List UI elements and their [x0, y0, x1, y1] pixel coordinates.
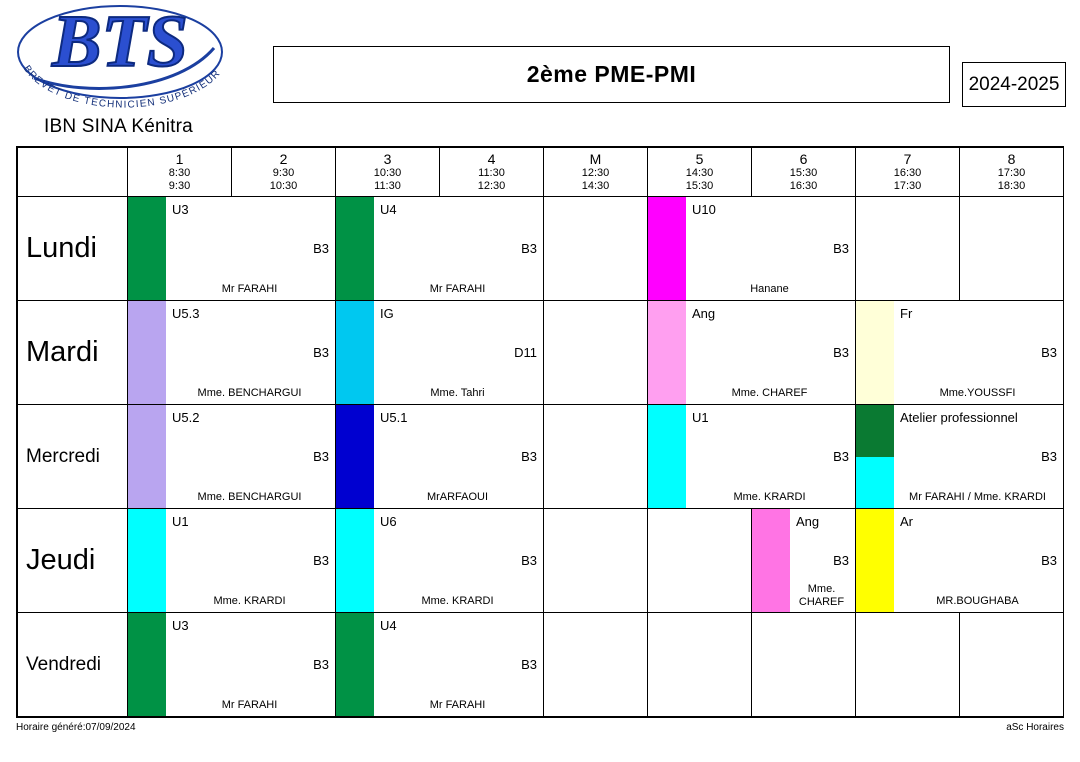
- empty-cell: [856, 613, 960, 717]
- lesson-cell[interactable]: [648, 301, 856, 405]
- lesson-room: B3: [521, 449, 537, 464]
- lesson-code: U3: [172, 202, 189, 217]
- timetable-row-lundi: [18, 197, 1064, 301]
- period-end: 14:30: [581, 180, 610, 192]
- lesson-teacher: Mr FARAHI: [429, 283, 486, 295]
- lesson-teacher: Mme. KRARDI: [421, 595, 494, 607]
- lesson-color-stripe: [648, 197, 686, 300]
- class-title-box: [273, 46, 950, 103]
- corner-cell: [18, 148, 128, 197]
- school-name: IBN SINA Kénitra: [44, 116, 193, 137]
- lesson-color-stripe: [336, 405, 374, 508]
- lesson-teacher: Mme. BENCHARGUI: [197, 491, 302, 503]
- period-start: 14:30: [685, 167, 714, 179]
- lesson-teacher: Mr FARAHI: [221, 283, 278, 295]
- lesson-cell[interactable]: [336, 301, 544, 405]
- period-number: 3: [383, 151, 392, 167]
- day-label-mercredi: Mercredi: [18, 405, 128, 509]
- lesson-code: U4: [380, 618, 397, 633]
- lunch-cell: [544, 405, 648, 509]
- lesson-room: D11: [514, 345, 537, 360]
- empty-cell: [752, 613, 856, 717]
- lesson-cell[interactable]: [336, 197, 544, 301]
- lesson-cell[interactable]: [856, 301, 1064, 405]
- lesson-teacher: Mr FARAHI: [221, 699, 278, 711]
- lunch-cell: [544, 509, 648, 613]
- generated-date: Horaire généré:07/09/2024: [16, 722, 136, 733]
- period-number: 8: [1007, 151, 1016, 167]
- lesson-color-stripe: [128, 613, 166, 716]
- lesson-room: B3: [1041, 345, 1057, 360]
- day-label-mardi: Mardi: [18, 301, 128, 405]
- lesson-color-stripe: [336, 301, 374, 404]
- period-number: 4: [487, 151, 496, 167]
- lesson-teacher: MR.BOUGHABA: [936, 595, 1019, 607]
- lesson-room: B3: [833, 449, 849, 464]
- lesson-teacher: Mme.YOUSSFI: [939, 387, 1016, 399]
- period-start: 9:30: [272, 167, 295, 179]
- lesson-cell[interactable]: [128, 197, 336, 301]
- lesson-code: Fr: [900, 306, 913, 321]
- lesson-code: IG: [380, 306, 394, 321]
- lesson-cell[interactable]: [128, 301, 336, 405]
- svg-text:BREVET DE TECHNICIEN SUPÉRIEUR: BREVET DE TECHNICIEN SUPÉRIEUR: [20, 63, 224, 111]
- lesson-cell[interactable]: [856, 405, 1064, 509]
- period-number: 2: [279, 151, 288, 167]
- period-number: 1: [175, 151, 184, 167]
- lesson-color-stripe: [856, 405, 894, 457]
- period-end: 18:30: [997, 180, 1026, 192]
- period-header-6: [752, 148, 856, 197]
- lesson-code: Ang: [692, 306, 716, 321]
- timetable: [16, 146, 1064, 718]
- lesson-code: U5.2: [172, 410, 200, 425]
- lesson-teacher: Mme. KRARDI: [213, 595, 286, 607]
- day-label-vendredi: Vendredi: [18, 613, 128, 717]
- lesson-code: U3: [172, 618, 189, 633]
- lesson-color-stripe-secondary: [856, 457, 894, 509]
- lesson-color-stripe: [336, 613, 374, 716]
- period-start: 11:30: [478, 167, 505, 179]
- period-number: 6: [799, 151, 808, 167]
- lesson-teacher: Mme. CHAREF: [798, 583, 845, 608]
- lesson-cell[interactable]: [648, 197, 856, 301]
- page-title: 2ème PME-PMI: [526, 61, 697, 87]
- lesson-code: Ar: [900, 514, 913, 529]
- lesson-room: B3: [833, 241, 849, 256]
- page-footer: [16, 722, 1064, 733]
- timetable-row-mercredi: [18, 405, 1064, 509]
- empty-cell: [960, 613, 1064, 717]
- period-end: 10:30: [269, 180, 298, 192]
- lesson-color-stripe: [336, 197, 374, 300]
- page-header: [0, 0, 1080, 140]
- lesson-cell[interactable]: [128, 613, 336, 717]
- period-header-m: [544, 148, 648, 197]
- lesson-code: U4: [380, 202, 397, 217]
- lesson-room: B3: [1041, 553, 1057, 568]
- lesson-color-stripe: [128, 301, 166, 404]
- period-header-3: [336, 148, 440, 197]
- lesson-cell[interactable]: [336, 405, 544, 509]
- timetable-table: [17, 147, 1064, 717]
- empty-cell: [648, 613, 752, 717]
- period-start: 16:30: [893, 167, 922, 179]
- lesson-cell[interactable]: [336, 613, 544, 717]
- lesson-code: U1: [172, 514, 189, 529]
- lesson-room: B3: [833, 345, 849, 360]
- lesson-color-stripe: [752, 509, 790, 612]
- lunch-cell: [544, 613, 648, 717]
- period-number: 5: [695, 151, 704, 167]
- lesson-room: B3: [833, 553, 849, 568]
- lesson-room: B3: [1041, 449, 1057, 464]
- lesson-cell[interactable]: [752, 509, 856, 613]
- lesson-cell[interactable]: [856, 509, 1064, 613]
- lesson-teacher: MrARFAOUI: [426, 491, 489, 503]
- lesson-room: B3: [521, 657, 537, 672]
- lesson-room: B3: [521, 553, 537, 568]
- lesson-color-stripe: [128, 405, 166, 508]
- timetable-row-vendredi: [18, 613, 1064, 717]
- timetable-header-row: [18, 148, 1064, 197]
- period-header-4: [440, 148, 544, 197]
- lesson-cell[interactable]: [128, 509, 336, 613]
- period-number: 7: [903, 151, 912, 167]
- period-end: 16:30: [789, 180, 818, 192]
- day-label-lundi: Lundi: [18, 197, 128, 301]
- lesson-room: B3: [313, 241, 329, 256]
- lesson-color-stripe: [336, 509, 374, 612]
- period-start: 10:30: [373, 167, 402, 179]
- lesson-room: B3: [313, 553, 329, 568]
- period-start: 8:30: [168, 167, 191, 179]
- lesson-code: U5.1: [380, 410, 408, 425]
- lesson-color-stripe: [856, 509, 894, 612]
- lunch-cell: [544, 301, 648, 405]
- lesson-code: U5.3: [172, 306, 200, 321]
- school-year-box: [962, 62, 1066, 107]
- lesson-teacher: Mme. BENCHARGUI: [197, 387, 302, 399]
- period-start: 17:30: [997, 167, 1026, 179]
- lesson-teacher: Mr FARAHI: [429, 699, 486, 711]
- day-label-jeudi: Jeudi: [18, 509, 128, 613]
- lesson-code: U6: [380, 514, 397, 529]
- lesson-teacher: Mr FARAHI / Mme. KRARDI: [909, 491, 1046, 503]
- empty-cell: [648, 509, 752, 613]
- period-end: 12:30: [477, 180, 506, 192]
- lesson-teacher: Mme. CHAREF: [731, 387, 808, 399]
- lesson-teacher: Mme. Tahri: [430, 387, 485, 399]
- svg-text:BTS: BTS: [52, 2, 188, 83]
- empty-cell: [856, 197, 960, 301]
- lesson-room: B3: [521, 241, 537, 256]
- lunch-cell: [544, 197, 648, 301]
- lesson-color-stripe: [128, 197, 166, 300]
- period-header-1: [128, 148, 232, 197]
- lesson-color-stripe: [128, 509, 166, 612]
- period-end: 17:30: [893, 180, 922, 192]
- period-end: 9:30: [168, 180, 191, 192]
- period-header-5: [648, 148, 752, 197]
- lesson-code: Atelier professionnel: [900, 410, 1018, 425]
- timetable-row-mardi: [18, 301, 1064, 405]
- lesson-cell[interactable]: [648, 405, 856, 509]
- period-number: M: [589, 151, 602, 167]
- timetable-row-jeudi: [18, 509, 1064, 613]
- lesson-color-stripe: [648, 405, 686, 508]
- lesson-color-stripe: [648, 301, 686, 404]
- period-header-7: [856, 148, 960, 197]
- lesson-cell[interactable]: [336, 509, 544, 613]
- lesson-code: Ang: [796, 514, 820, 529]
- lesson-cell[interactable]: [128, 405, 336, 509]
- period-end: 11:30: [374, 180, 401, 192]
- bts-logo: [8, 2, 258, 112]
- lesson-room: B3: [313, 449, 329, 464]
- period-header-2: [232, 148, 336, 197]
- lesson-teacher: Mme. KRARDI: [733, 491, 806, 503]
- school-year: 2024-2025: [968, 73, 1060, 95]
- lesson-color-stripe: [856, 301, 894, 404]
- software-name: aSc Horaires: [1006, 722, 1064, 733]
- lesson-teacher: Hanane: [750, 283, 789, 295]
- lesson-code: U1: [692, 410, 709, 425]
- empty-cell: [960, 197, 1064, 301]
- period-end: 15:30: [685, 180, 714, 192]
- period-start: 15:30: [789, 167, 818, 179]
- lesson-code: U10: [692, 202, 716, 217]
- period-header-8: [960, 148, 1064, 197]
- lesson-room: B3: [313, 345, 329, 360]
- period-start: 12:30: [581, 167, 610, 179]
- lesson-room: B3: [313, 657, 329, 672]
